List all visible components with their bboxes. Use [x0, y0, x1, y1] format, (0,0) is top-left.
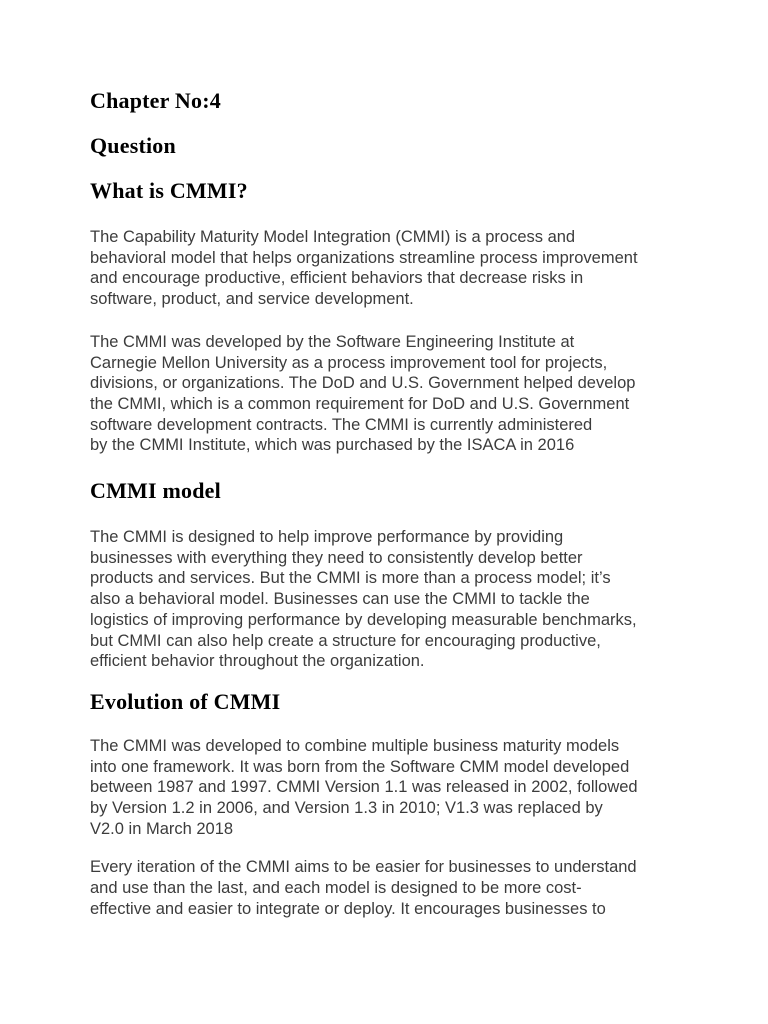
paragraph-line: by Version 1.2 in 2006, and Version 1.3 in 2010; V1.3 was replaced by	[90, 799, 603, 818]
paragraph-line: and encourage productive, efficient behaviors that decrease risks in	[90, 269, 584, 288]
paragraph-line: divisions, or organizations. The DoD and U.S. Government helped develop	[90, 374, 636, 393]
question-heading: Question	[90, 133, 176, 158]
paragraph-cmmi-model	[90, 527, 700, 672]
paragraph-line: software, product, and service development.	[90, 290, 414, 309]
paragraph-line: effective and easier to integrate or deploy. It encourages businesses to	[90, 899, 606, 918]
paragraph-line: software development contracts. The CMMI is currently administered	[90, 415, 593, 434]
paragraph-line: Every iteration of the CMMI aims to be easier for businesses to understand	[90, 858, 637, 877]
paragraph-cmmi-intro	[90, 227, 700, 310]
paragraph-line: also a behavioral model. Businesses can use the CMMI to tackle the	[90, 590, 590, 609]
paragraph-line: The CMMI is designed to help improve performance by providing	[90, 528, 564, 547]
paragraph-line: between 1987 and 1997. CMMI Version 1.1 was released in 2002, followed	[90, 778, 638, 797]
chapter-heading: Chapter No:4	[90, 88, 221, 113]
paragraph-cmmi-evolution	[90, 736, 700, 840]
paragraph-line: products and services. But the CMMI is more than a process model; it’s	[90, 569, 611, 588]
paragraph-line: The Capability Maturity Model Integration (CMMI) is a process and	[90, 228, 576, 246]
paragraph-line: the CMMI, which is a common requirement for DoD and U.S. Government	[90, 394, 630, 413]
paragraph-line: into one framework. It was born from the Software CMM model developed	[90, 757, 630, 776]
paragraph-line: businesses with everything they need to consistently develop better	[90, 548, 583, 567]
paragraph-line: by the CMMI Institute, which was purchased by the ISACA in 2016	[90, 436, 575, 455]
paragraph-line: and use than the last, and each model is designed to be more cost-	[90, 879, 582, 898]
paragraph-cmmi-iteration	[90, 857, 700, 919]
paragraph-line: V2.0 in March 2018	[90, 819, 234, 838]
evolution-of-cmmi-heading: Evolution of CMMI	[90, 688, 281, 714]
cmmi-model-heading: CMMI model	[90, 478, 221, 504]
paragraph-cmmi-development	[90, 332, 700, 456]
what-is-cmmi-heading: What is CMMI?	[90, 178, 248, 203]
paragraph-line: Carnegie Mellon University as a process improvement tool for projects,	[90, 353, 608, 372]
paragraph-line: The CMMI was developed by the Software Engineering Institute at	[90, 332, 575, 351]
paragraph-line: logistics of improving performance by developing measurable benchmarks,	[90, 610, 637, 629]
paragraph-line: efficient behavior throughout the organization.	[90, 652, 425, 671]
paragraph-line: but CMMI can also help create a structure for encouraging productive,	[90, 631, 601, 650]
paragraph-line: behavioral model that helps organizations streamline process improvement	[90, 248, 638, 267]
paragraph-line: The CMMI was developed to combine multiple business maturity models	[90, 736, 620, 755]
